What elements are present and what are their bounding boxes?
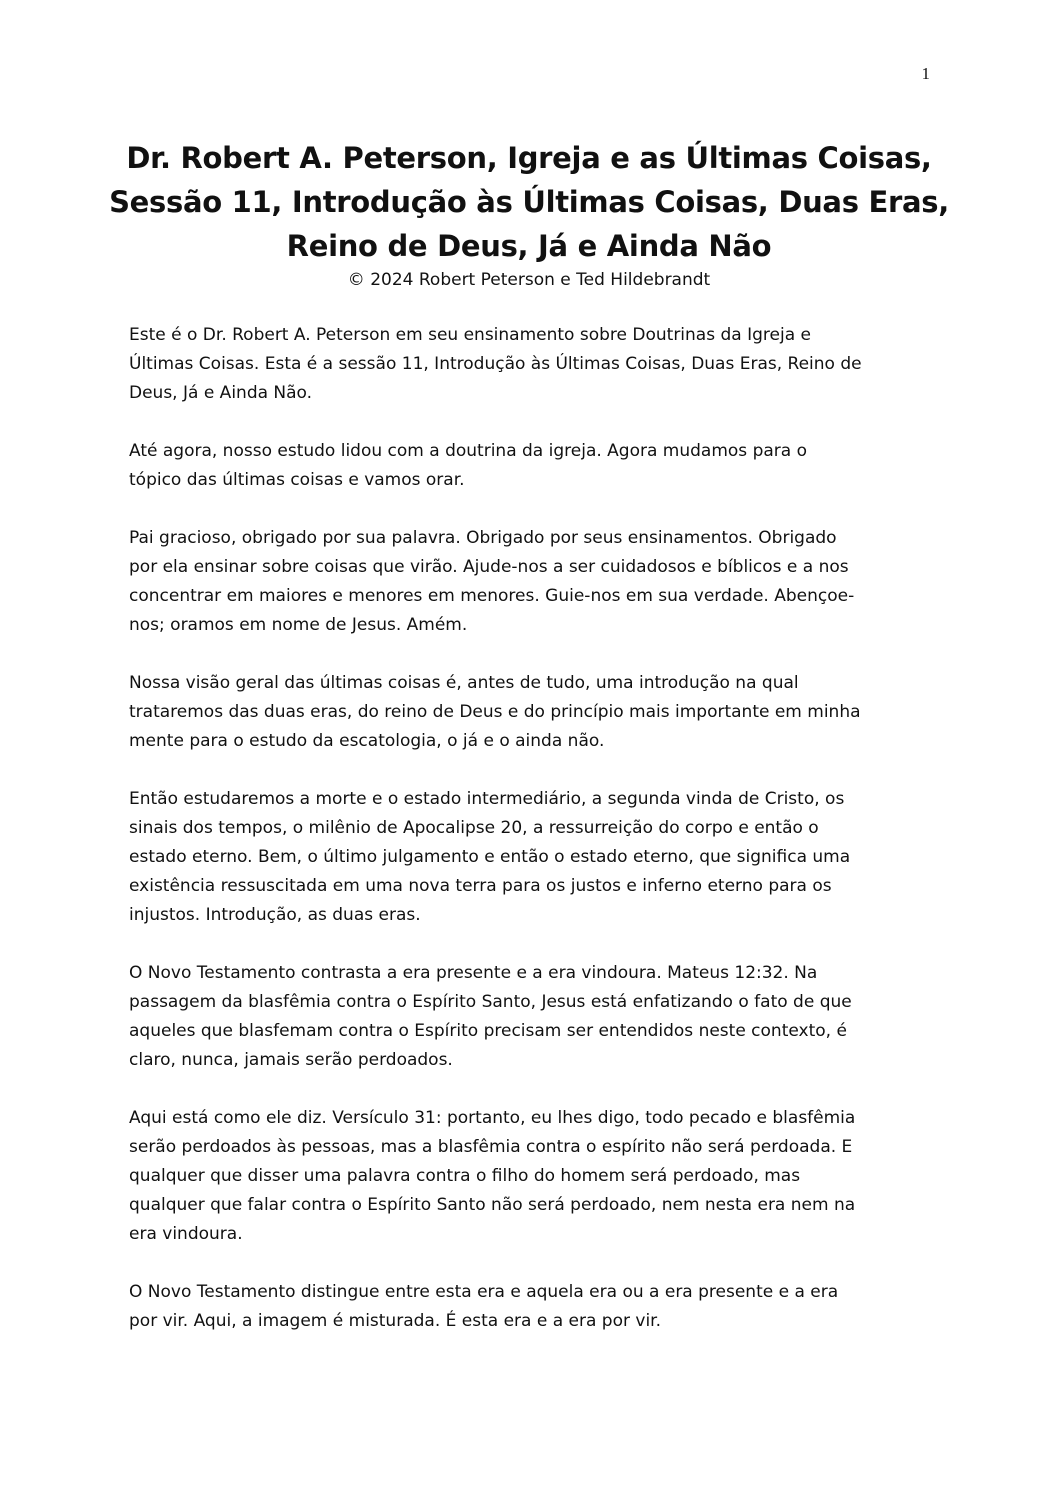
paragraph-line: qualquer que falar contra o Espírito Santo não será perdoado, nem nesta era nem na — [129, 1195, 856, 1215]
paragraph-line: Aqui está como ele diz. Versículo 31: portanto, eu lhes digo, todo pecado e blasfêmia — [129, 1108, 856, 1128]
paragraph-line: existência ressuscitada em uma nova terra para os justos e inferno eterno para os — [129, 876, 832, 896]
paragraph-line: injustos. Introdução, as duas eras. — [129, 905, 421, 925]
paragraph — [129, 524, 949, 640]
paragraph-line: estado eterno. Bem, o último julgamento e então o estado eterno, que significa uma — [129, 847, 851, 867]
paragraph-line: mente para o estudo da escatologia, o já e o ainda não. — [129, 731, 605, 751]
paragraph — [129, 1278, 949, 1336]
paragraph — [129, 785, 949, 930]
paragraph-line: por vir. Aqui, a imagem é misturada. É esta era e a era por vir. — [129, 1311, 662, 1331]
copyright-notice: © 2024 Robert Peterson e Ted Hildebrandt — [347, 270, 711, 290]
paragraph-line: Nossa visão geral das últimas coisas é, antes de tudo, uma introdução na qual — [129, 673, 799, 693]
paragraph-line: qualquer que disser uma palavra contra o filho do homem será perdoado, mas — [129, 1166, 801, 1186]
paragraph-line: Últimas Coisas. Esta é a sessão 11, Introdução às Últimas Coisas, Duas Eras, Reino de — [129, 354, 862, 374]
body-text — [129, 321, 949, 1365]
paragraph — [129, 959, 949, 1075]
document-title — [100, 136, 958, 268]
title-line: Dr. Robert A. Peterson, Igreja e as Últimas Coisas, — [126, 141, 932, 175]
paragraph-line: Deus, Já e Ainda Não. — [129, 383, 313, 403]
paragraph-line: Até agora, nosso estudo lidou com a doutrina da igreja. Agora mudamos para o — [129, 441, 807, 461]
paragraph — [129, 669, 949, 756]
paragraph — [129, 321, 949, 408]
title-line: Sessão 11, Introdução às Últimas Coisas, Duas Eras, — [109, 185, 949, 219]
paragraph-line: trataremos das duas eras, do reino de Deus e do princípio mais importante em minha — [129, 702, 861, 722]
paragraph-line: serão perdoados às pessoas, mas a blasfêmia contra o espírito não será perdoada. E — [129, 1137, 853, 1157]
paragraph-line: concentrar em maiores e menores em menores. Guie-nos em sua verdade. Abençoe- — [129, 586, 855, 606]
paragraph-line: Então estudaremos a morte e o estado intermediário, a segunda vinda de Cristo, os — [129, 789, 845, 809]
paragraph-line: sinais dos tempos, o milênio de Apocalipse 20, a ressurreição do corpo e então o — [129, 818, 819, 838]
paragraph-line: Este é o Dr. Robert A. Peterson em seu ensinamento sobre Doutrinas da Igreja e — [129, 325, 811, 345]
paragraph-line: passagem da blasfêmia contra o Espírito Santo, Jesus está enfatizando o fato de que — [129, 992, 852, 1012]
paragraph-line: Pai gracioso, obrigado por sua palavra. Obrigado por seus ensinamentos. Obrigado — [129, 528, 837, 548]
paragraph-line: aqueles que blasfemam contra o Espírito precisam ser entendidos neste contexto, é — [129, 1021, 847, 1041]
paragraph-line: tópico das últimas coisas e vamos orar. — [129, 470, 465, 490]
paragraph-line: nos; oramos em nome de Jesus. Amém. — [129, 615, 468, 635]
paragraph — [129, 437, 949, 495]
paragraph-line: O Novo Testamento contrasta a era presente e a era vindoura. Mateus 12:32. Na — [129, 963, 818, 983]
paragraph-line: por ela ensinar sobre coisas que virão. Ajude-nos a ser cuidadosos e bíblicos e a nos — [129, 557, 849, 577]
page-number: 1 — [921, 64, 930, 83]
title-line: Reino de Deus, Já e Ainda Não — [286, 229, 772, 263]
paragraph — [129, 1104, 949, 1249]
paragraph-line: claro, nunca, jamais serão perdoados. — [129, 1050, 453, 1070]
paragraph-line: O Novo Testamento distingue entre esta era e aquela era ou a era presente e a era — [129, 1282, 839, 1302]
paragraph-line: era vindoura. — [129, 1224, 243, 1244]
